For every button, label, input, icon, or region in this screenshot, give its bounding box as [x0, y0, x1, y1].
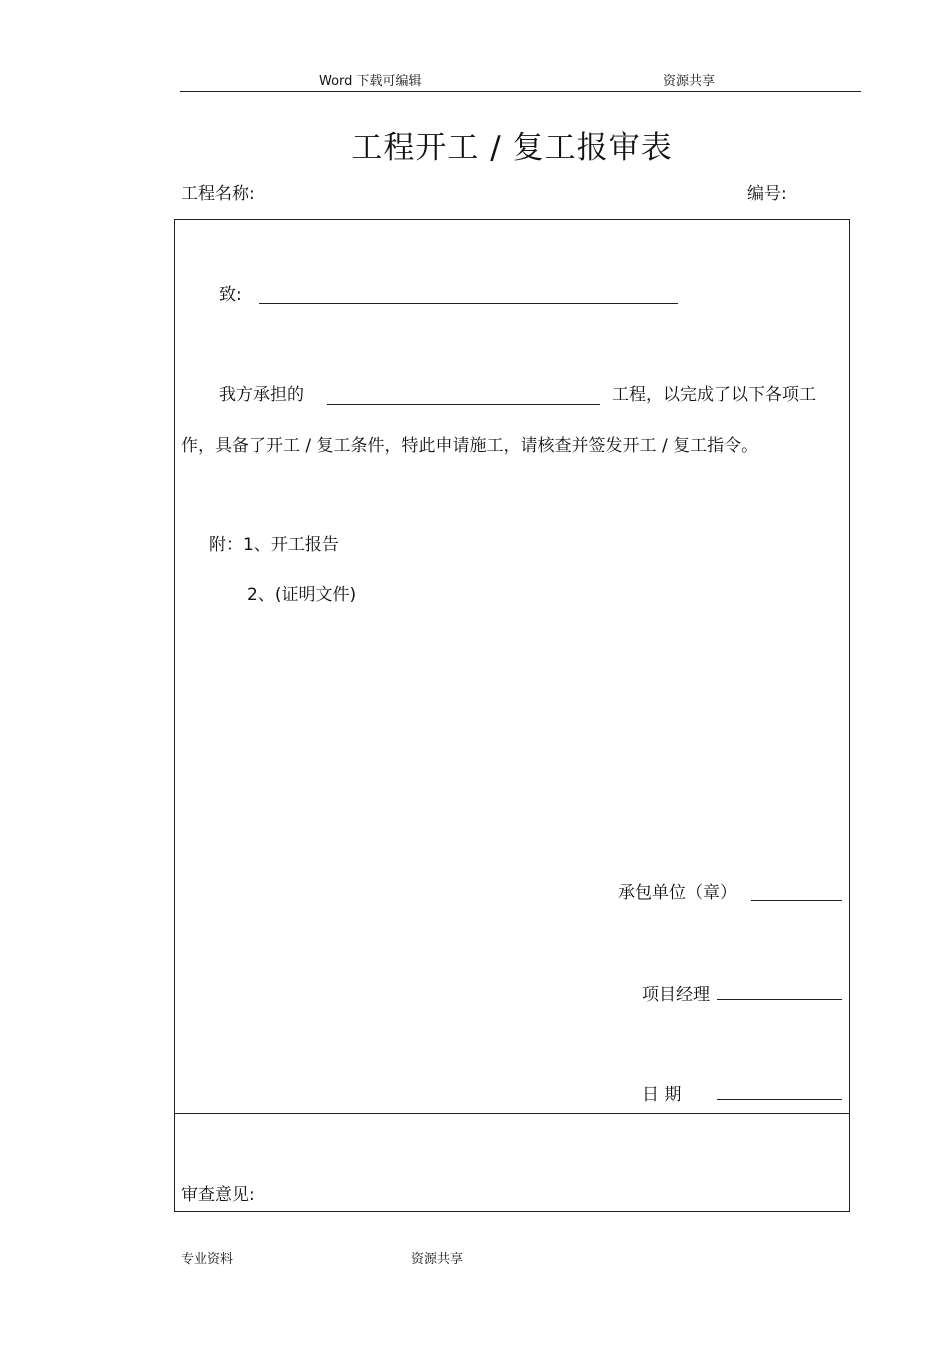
date-blank[interactable] [717, 1099, 842, 1100]
page-header-right: 资源共享 [663, 74, 716, 89]
page-footer-left: 专业资料 [181, 1252, 234, 1267]
form-row-divider [174, 1113, 850, 1114]
review-opinion-label: 审查意见: [181, 1185, 255, 1205]
page-footer-right: 资源共享 [411, 1252, 464, 1267]
number-label: 编号: [747, 184, 787, 204]
date-label: 日 期 [642, 1085, 682, 1105]
attachment-item-1: 附：1、开工报告 [209, 535, 339, 555]
contractor-label: 承包单位（章） [618, 883, 737, 903]
body-text-line2: 作，具备了开工 / 复工条件，特此申请施工，请核查并签发开工 / 复工指令。 [181, 436, 759, 456]
document-title: 工程开工 / 复工报审表 [351, 130, 673, 166]
project-manager-blank[interactable] [717, 999, 842, 1000]
project-manager-label: 项目经理 [642, 985, 710, 1005]
project-blank[interactable] [327, 404, 600, 405]
header-divider [180, 91, 861, 92]
project-name-label: 工程名称: [181, 184, 255, 204]
body-text-tail: 工程，以完成了以下各项工 [612, 385, 816, 405]
addressee-blank[interactable] [259, 303, 678, 304]
addressee-label: 致: [219, 285, 242, 305]
contractor-blank[interactable] [751, 900, 842, 901]
form-table [174, 219, 850, 1212]
attachment-item-2: 2、(证明文件) [247, 585, 357, 605]
page-header-left: Word 下载可编辑 [319, 74, 422, 89]
body-text-lead: 我方承担的 [219, 385, 304, 405]
